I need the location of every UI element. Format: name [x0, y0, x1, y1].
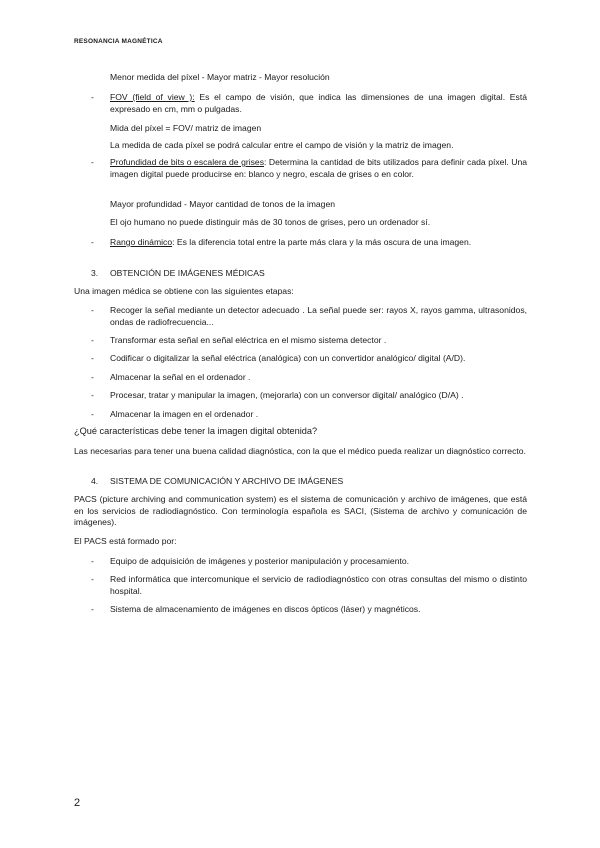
bullet-dash: - — [91, 390, 94, 400]
paragraph-pixel-formula: Mida del píxel = FOV/ matriz de imagen — [110, 123, 262, 133]
bullet-dash: - — [91, 604, 94, 614]
term-bit-depth: Profundidad de bits o escalera de grises — [110, 157, 265, 167]
stage-item-3: Codificar o digitalizar la señal eléctrica (analógica) con un convertidor analógico/ digital (A/D). — [110, 353, 466, 363]
fov-text: Es el campo de visión, que indica las dimensiones de una imagen digital. Está expresado en cm, mm o pulgadas. — [110, 92, 527, 114]
stage-item-4: Almacenar la señal en el ordenador . — [110, 372, 251, 382]
pacs-item-2: Red informática que intercomunique el servicio de radiodiagnóstico con otras consultas del mismo o distinto hospital. — [110, 574, 527, 596]
paragraph-pacs: PACS (picture archiving and communication system) es el sistema de comunicación y archivo de imágenes, que está en los servicios de radiodiagnóstico. Con terminología española es SACI, (Sistema de archivo y comunicación de imágenes). — [74, 494, 527, 528]
bullet-dash: - — [91, 353, 94, 363]
term-fov: FOV (field of view ): — [110, 92, 195, 102]
bullet-bit-depth — [110, 157, 527, 180]
pacs-item-1: Equipo de adquisición de imágenes y posterior manipulación y procesamiento. — [110, 556, 410, 566]
bullet-dash: - — [91, 372, 94, 382]
bullet-dash: - — [91, 305, 94, 315]
section-3-heading: OBTENCIÓN DE IMÁGENES MÉDICAS — [110, 268, 265, 278]
paragraph-pacs-intro: El PACS está formado por: — [74, 536, 177, 546]
section-4-number: 4. — [91, 476, 99, 486]
paragraph-depth: Mayor profundidad - Mayor cantidad de tonos de la imagen — [110, 199, 336, 209]
paragraph-quality: Las necesarias para tener una buena calidad diagnóstica, con la que el médico pueda realizar un diagnóstico correcto. — [74, 446, 526, 456]
paragraph-stages-intro: Una imagen médica se obtiene con las siguientes etapas: — [74, 286, 294, 296]
bit-depth-text: : Determina la cantidad de bits utilizados para definir cada píxel. Una imagen digital puede producirse en: blanco y negro, escala de grises o en color. — [110, 157, 527, 179]
paragraph-human-eye: El ojo humano no puede distinguir más de 30 tonos de grises, pero un ordenador sí. — [110, 217, 431, 227]
bullet-dash: - — [91, 92, 94, 102]
bullet-dash: - — [91, 335, 94, 345]
bullet-dash: - — [91, 157, 94, 167]
section-4-heading: SISTEMA DE COMUNICACIÓN Y ARCHIVO DE IMÁGENES — [110, 476, 344, 486]
term-dynamic-range: Rango dinámico — [110, 237, 173, 247]
page-number: 2 — [74, 797, 81, 809]
running-header: RESONANCIA MAGNÉTICA — [74, 38, 163, 45]
pacs-item-3: Sistema de almacenamiento de imágenes en discos ópticos (láser) y magnéticos. — [110, 604, 421, 614]
stage-item-2: Transformar esta señal en señal eléctrica en el mismo sistema detector . — [110, 335, 387, 345]
section-3-number: 3. — [91, 268, 99, 278]
stage-item-5: Procesar, tratar y manipular la imagen, (mejorarla) con un conversor digital/ analógico (D/A) . — [110, 390, 464, 400]
bullet-dynamic-range — [110, 237, 527, 249]
question-heading: ¿Qué características debe tener la imagen digital obtenida? — [74, 426, 318, 436]
bullet-dash: - — [91, 574, 94, 584]
stage-item-1: Recoger la señal mediante un detector adecuado . La señal puede ser: rayos X, rayos gamma, ultrasonidos, ondas de radiofrecuencia... — [110, 305, 527, 327]
bullet-dash: - — [91, 237, 94, 247]
dynamic-range-text: : Es la diferencia total entre la parte más clara y la más oscura de una imagen. — [172, 237, 472, 247]
bullet-dash: - — [91, 409, 94, 419]
paragraph-resolution: Menor medida del píxel - Mayor matriz - Mayor resolución — [110, 72, 330, 82]
paragraph-pixel-measure: La medida de cada píxel se podrá calcular entre el campo de visión y la matriz de imagen. — [110, 140, 454, 150]
bullet-fov — [110, 92, 527, 115]
bullet-dash: - — [91, 556, 94, 566]
stage-item-6: Almacenar la imagen en el ordenador . — [110, 409, 259, 419]
